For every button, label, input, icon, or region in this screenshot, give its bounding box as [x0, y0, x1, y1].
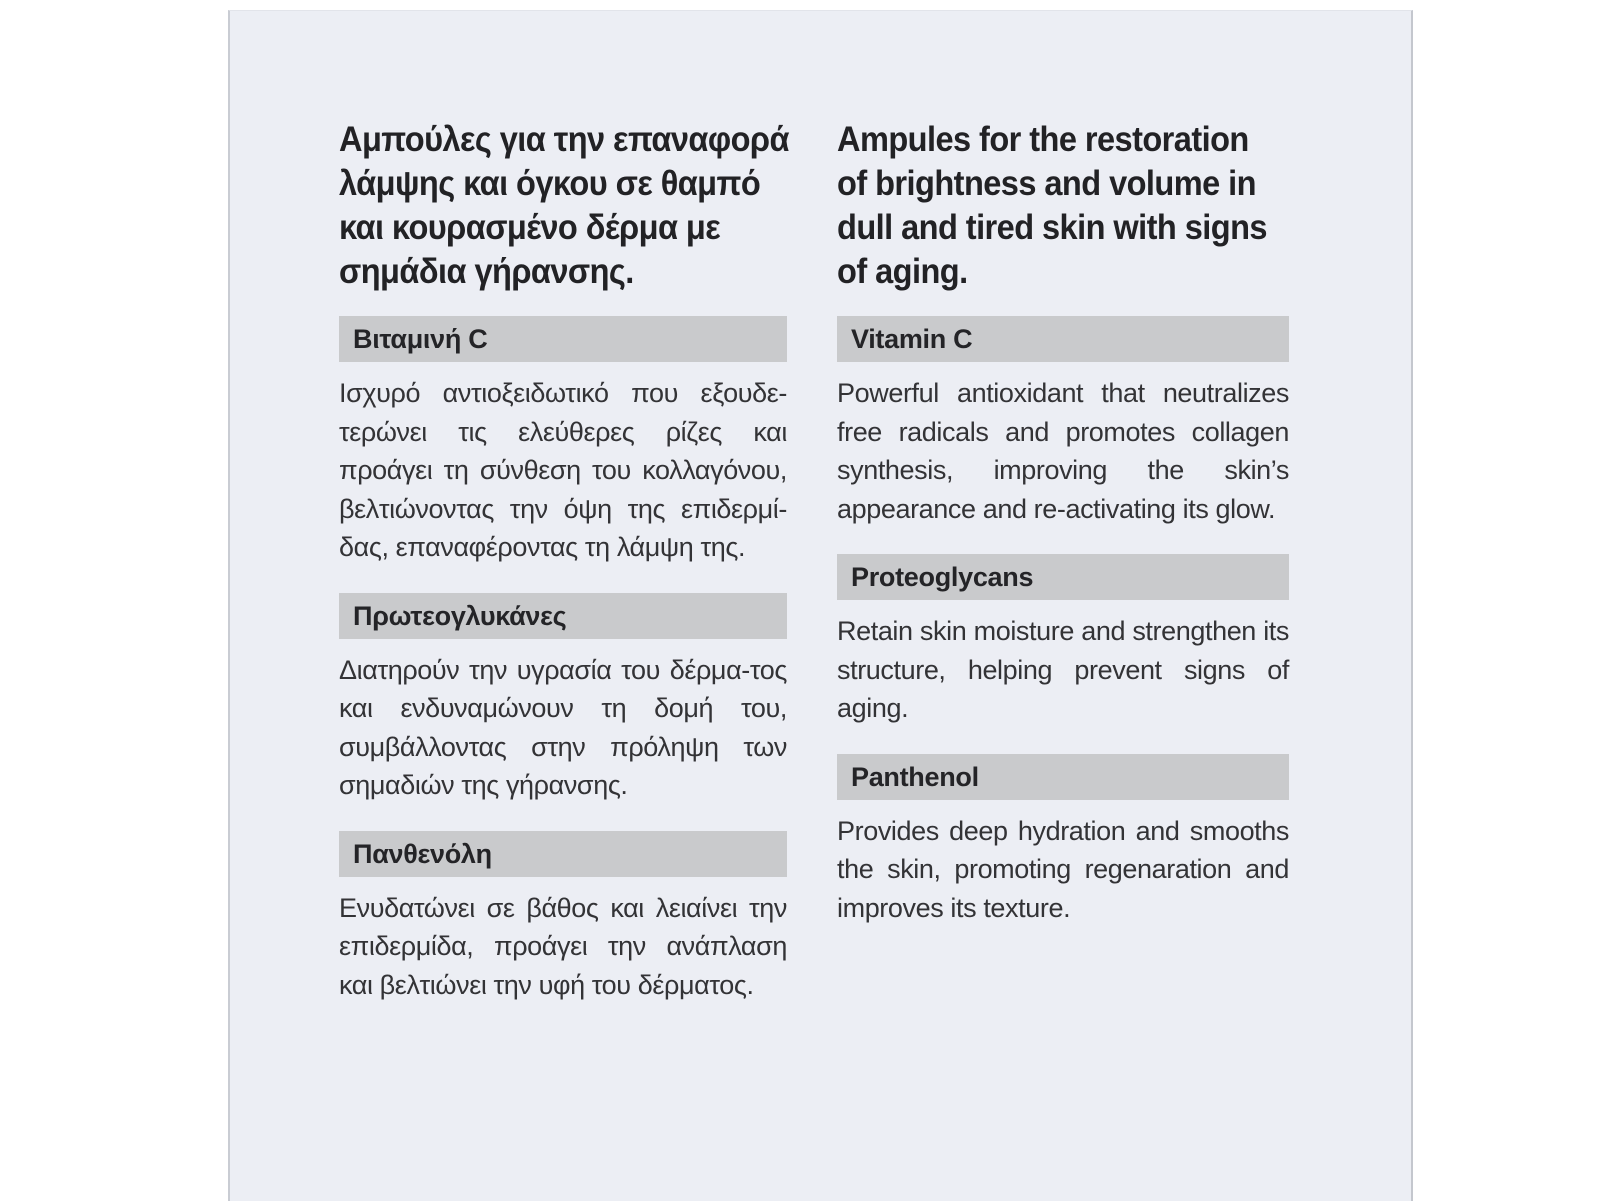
headline-line: dull and tired skin with signs [837, 208, 1267, 247]
section-title-vitamin-c: Vitamin C [837, 316, 1289, 362]
section-body-panthenol: Provides deep hydration and smooths the skin, promoting regenaration and improves its texture. [837, 815, 1289, 923]
headline-line: Ampules for the restoration [837, 120, 1249, 159]
section-body-panthenol: Ενυδατώνει σε βάθος και λειαίνει την επιδερμίδα, προάγει την ανάπλαση και βελτιώνει την υφή του δέρματος. [339, 892, 787, 1000]
headline-line: of aging. [837, 252, 968, 291]
headline-line: σημάδια γήρανσης. [339, 252, 634, 291]
section-body-vitamin-c: Ισχυρό αντιοξειδωτικό που εξουδε-τερώνει τις ελεύθερες ρίζες και προάγει τη σύνθεση του κολλαγόνου, βελτιώνοντας την όψη της επιδερμί-δας, επαναφέροντας τη λάμψη της. [339, 378, 787, 562]
greek-headline [339, 118, 789, 294]
section-title-panthenol: Πανθενόλη [339, 831, 787, 877]
greek-column [339, 118, 787, 1030]
headline-line: λάμψης και όγκου σε θαμπό [339, 164, 761, 203]
section-body-proteoglycans: Διατηρούν την υγρασία του δέρμα-τος και ενδυναμώνουν τη δομή του, συμβάλλοντας στην πρόληψη των σημαδιών της γήρανσης. [339, 654, 787, 800]
section-title-proteoglycans: Proteoglycans [837, 554, 1289, 600]
headline-line: και κουρασμένο δέρμα με [339, 208, 721, 247]
section-body-proteoglycans: Retain skin moisture and strengthen its structure, helping prevent signs of aging. [837, 616, 1289, 723]
section-title-panthenol: Panthenol [837, 754, 1289, 800]
section-title-proteoglycans: Πρωτεογλυκάνες [339, 593, 787, 639]
section-body-vitamin-c: Powerful antioxidant that neutralizes free radicals and promotes collagen synthesis, improving the skin’s appearance and re-activating its glow. [837, 378, 1289, 524]
english-column [837, 118, 1289, 953]
section-title-vitamin-c: Βιταμινή C [339, 316, 787, 362]
english-headline [837, 118, 1267, 294]
headline-line: of brightness and volume in [837, 164, 1256, 203]
headline-line: Αμπούλες για την επαναφορά [339, 120, 789, 159]
